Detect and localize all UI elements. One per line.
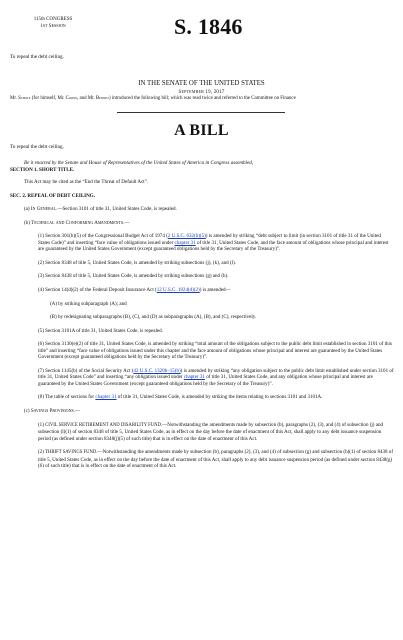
divider-rule [117, 112, 285, 113]
sponsor-line [10, 96, 296, 101]
paragraph-b7 [10, 368, 394, 388]
introduction-date: September 19, 2017 [178, 90, 225, 95]
b7-post: of title 31, United States Code, and any obligation whose principal and interest are guaranteed by the United States Government (except guaranteed obligations held by the Secretary of the Treasury)”. [38, 374, 373, 387]
bill-number: S. 1846 [174, 14, 243, 39]
subsection-b-dash: .— [123, 219, 130, 226]
a-bill-heading: A BILL [174, 122, 229, 139]
b7-pre: (7) Section 1145(b) of the Social Security Act ( [38, 367, 134, 374]
usc-link-42-1320b[interactable]: 42 U.S.C. 1320b–15(b) [133, 367, 181, 374]
chapter-31-link[interactable]: chapter 31 [174, 239, 196, 246]
section-1-text: This Act may be cited as the “End the Threat of Default Act”. [24, 179, 149, 186]
b8-post: of title 31, United States Code, is amended by striking the items relating to sections 3101 and 3101A. [116, 394, 323, 401]
paragraph-c2 [10, 449, 394, 470]
paragraph-b6: (6) Section 3130(e)(2) of title 31, United States Code, is amended by striking “total amount of the obligations subject to the public debt limit established in section 3101 of this title” and inserting “face value of obligations issued under this chapter and the face amount of obligations whose principal and interest are guaranteed by the United States Government (except guaranteed obligations held by the Secretary of the Treasury)”. [38, 341, 392, 361]
subsection-b [10, 220, 394, 227]
session-label: 1st Session [40, 23, 66, 29]
sponsor-coons: Coons [65, 96, 78, 101]
b4-post: ) is amended— [199, 287, 231, 294]
b1-post: of title 31, United States Code, and the face amount of obligations whose principal and interest are guaranteed by the United States Government (except guaranteed obligations held by the Secretary of the Treasury)”. [38, 239, 389, 253]
congress-label: 115th CONGRESS [33, 17, 73, 22]
subsection-a-label: (a) [24, 206, 31, 213]
c1-heading: CIVIL SERVICE RETIREMENT AND DISABILITY FUND [45, 422, 161, 428]
b4-pre: (4) Section 14(d)(2) of the Federal Deposit Insurance Act ( [38, 287, 157, 294]
sponsor-post: ) introduced the following bill; which was read twice and referred to the Committee on Finance [109, 96, 296, 101]
paragraph-b5: (5) Section 3101A of title 31, United States Code, is repealed. [38, 327, 163, 334]
usc-link-12-1824[interactable]: 12 U.S.C. 1824(d)(2) [156, 287, 200, 294]
b8-pre: (8) The table of sections for [38, 394, 96, 401]
subsection-a [10, 206, 394, 213]
subsection-a-text: .—Section 3101 of title 31, United States Code, is repealed. [56, 206, 177, 213]
c2-text: .—Notwithstanding the amendments made by subsection (b), paragraphs (2), (3), and (4) of subsection (g) and subsection (h)(1) of section 8438 of title 5, United States Code, as in effect on the day before the date of enactment of this Act, shall apply to any debt issuance suspension period (as defined under section 8438(g)(6) of such title) that is in effect on the date of enactment of this Act. [38, 449, 394, 470]
usc-link-2-632[interactable]: 2 U.S.C. 632(b)(5) [167, 233, 206, 240]
paragraph-b8 [10, 394, 394, 401]
b1-mid: ) is amended by striking “debt subject to limit (in section 3101 of title 31 of the United States Code)” and inserting “face value of obligations issued under [38, 233, 381, 246]
section-2-title: SEC. 2. REPEAL OF DEBT CEILING. [10, 192, 95, 199]
paragraph-b4 [10, 287, 394, 294]
sponsor-mid1: (for himself, Mr. [30, 96, 66, 101]
c2-pre: (2) [38, 449, 46, 456]
paragraph-b3: (3) Section 8438 of title 5, United States Code, is amended by striking subsections (g) and (h). [38, 273, 229, 280]
sponsor-schatz: Schatz [18, 96, 31, 101]
subsection-c [10, 408, 394, 415]
enacting-clause: Be it enacted by the Senate and House of Representatives of the United States of America in Congress assembled, [24, 160, 253, 166]
paragraph-c1 [10, 422, 394, 443]
purpose-line: To repeal the debt ceiling. [10, 54, 64, 60]
chamber-heading: IN THE SENATE OF THE UNITED STATES [138, 80, 265, 87]
subsection-c-heading: Savings Provisions [30, 408, 74, 415]
sponsor-pre: Mr. [10, 96, 19, 101]
subsection-b-label: (b) [24, 219, 32, 226]
congress-session-block [28, 17, 78, 30]
paragraph-b4B: (B) by redesignating subparagraphs (B), (C), and (D) as subparagraphs (A), (B), and (C), respectively. [50, 314, 257, 321]
paragraph-b4A: (A) by striking subparagraph (A); and [50, 300, 127, 307]
subsection-c-dash: .— [73, 408, 80, 415]
b1-pre: (1) Section 301(b)(5) of the Congressional Budget Act of 1974 ( [38, 233, 168, 240]
c1-pre: (1) [38, 421, 46, 428]
paragraph-b2: (2) Section 8348 of title 5, United States Code, is amended by striking subsections (j), (k), and (l). [38, 259, 236, 266]
chapter-31-link[interactable]: chapter 31 [183, 374, 205, 381]
subsection-c-label: (c) [24, 408, 31, 415]
sponsor-mid2: , and Mr. [77, 96, 96, 101]
sponsor-bennet: Bennet [95, 96, 110, 101]
c1-text: .—Notwithstanding the amendments made by subsection (b), paragraphs (2), (3), and (4) of subsection (j) and subsection (l)(1) of section 8348 of title 5, United States Code, as in effect on the day before the date of enactment of this Act, shall apply to any debt issuance suspension period (as defined under section 8348(j)(5) of such title) that is in effect on the date of enactment of this Act. [38, 421, 384, 442]
c2-heading: THRIFT SAVINGS FUND [45, 450, 97, 456]
section-1-title: SECTION 1. SHORT TITLE. [10, 166, 75, 173]
paragraph-b1 [10, 233, 394, 253]
bill-purpose: To repeal the debt ceiling. [10, 144, 64, 150]
chapter-31-link[interactable]: chapter 31 [95, 394, 117, 401]
bill-body [10, 160, 394, 470]
subsection-b-heading: Technical and Conforming Amendments [31, 219, 124, 226]
subsection-a-heading: In General [30, 206, 57, 213]
b7-mid: ) is amended by striking “any obligation subject to the public debt limit established under section 3101 of title 31, United States Code” and inserting “any obligation issued under [38, 367, 394, 381]
